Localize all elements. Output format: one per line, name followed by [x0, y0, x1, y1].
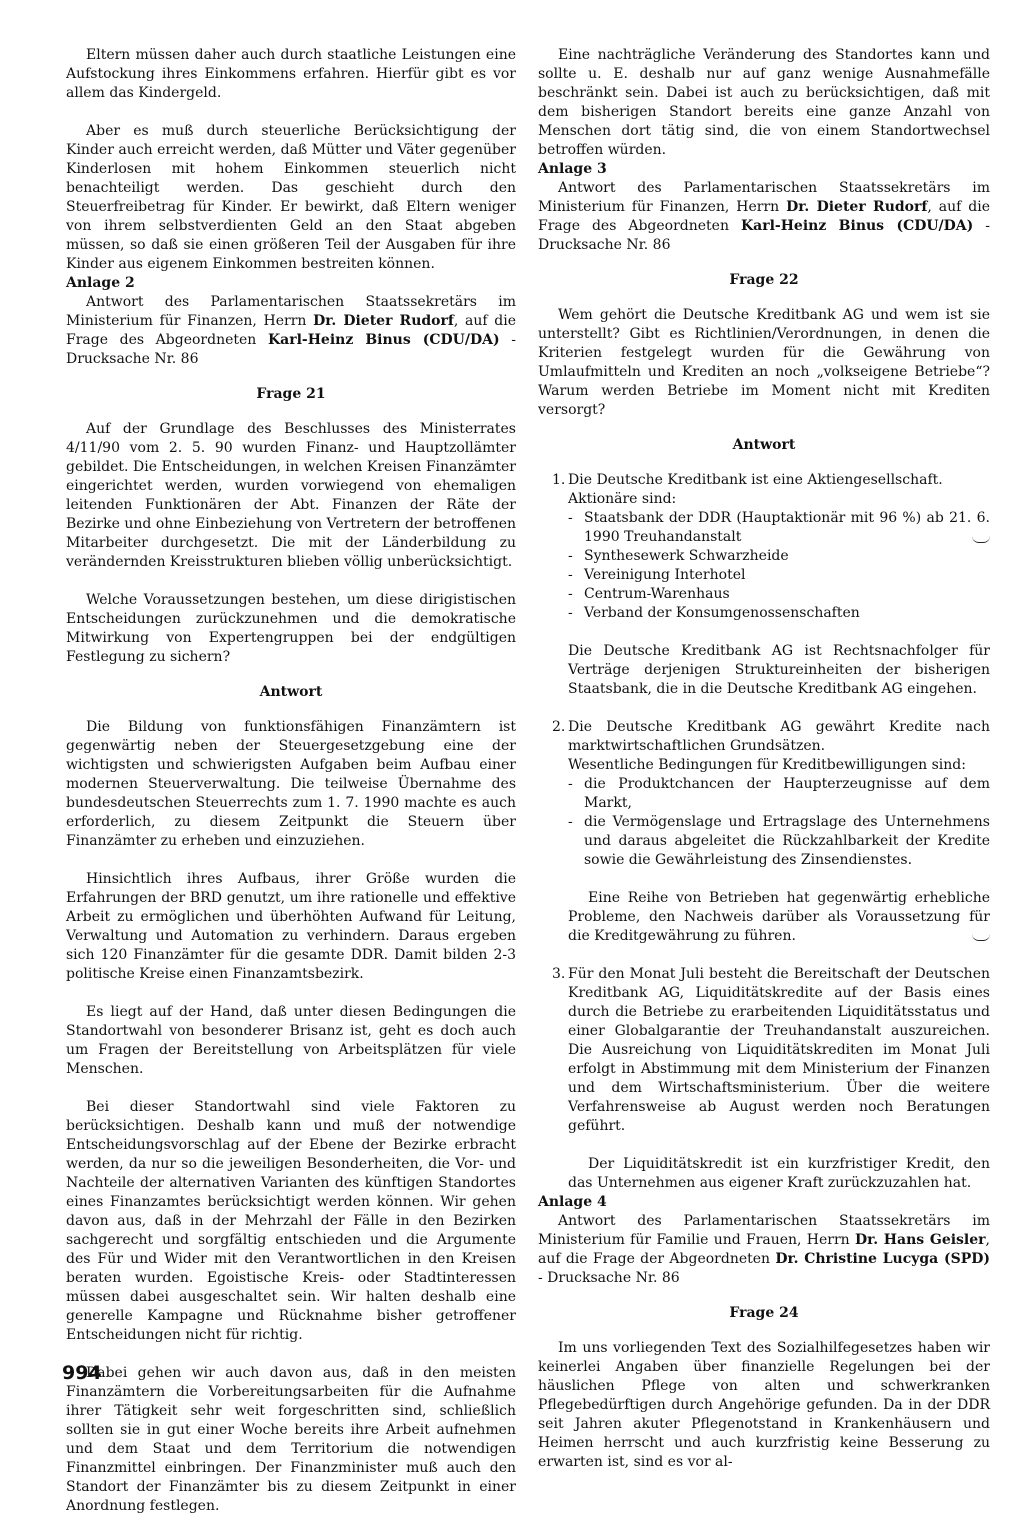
list-item: - Synthesewerk Schwarzheide: [568, 548, 789, 564]
item-text: Die Deutsche Kreditbank ist eine Aktiengesellschaft.: [568, 472, 943, 488]
paragraph: Aber es muß durch steuerliche Berücksichtigung der Kinder auch erreicht werden, daß Mütter und Väter gegenüber Kinderlosen mit hohem Einkommen steuerlich nicht benachteiligt werden. Das geschieht durch den Steuerfreibetrag für Kinder. Er bewirkt, daß Eltern weniger von ihrem selbstverdienten Geld an den Staat abgeben müssen, so daß sie einen größeren Teil der Ausgaben für ihre Kinder aus eigenem Einkommen bestreiten können.: [66, 123, 516, 272]
list-item: - die Produktchancen der Haupterzeugnisse auf dem Markt,: [568, 776, 990, 811]
paragraph: Im uns vorliegenden Text des Sozialhilfegesetzes haben wir keinerlei Angaben über finanzielle Regelungen bei der häuslichen Pflege von alten und schwerkranken Pflegebedürftigen durch Angehörige gefunden. Da in der DDR seit Jahren akuter Pflegenotstand in Krankenhäusern und Heimen herrscht und auch kurzfristig keine Besserung zu erwarten ist, sind es vor al-: [538, 1340, 990, 1470]
item-paragraph: Eine Reihe von Betrieben hat gegenwärtig erhebliche Probleme, den Nachweis darüber als Voraussetzung für die Kreditgewährung zu führen.: [568, 890, 990, 944]
paragraph: Es liegt auf der Hand, daß unter diesen Bedingungen die Standortwahl von besonderer Brisanz ist, geht es doch auch um Fragen der Bereitstellung von Arbeitsplätzen für viele Menschen.: [66, 1004, 516, 1077]
item-number: 1.: [552, 472, 566, 488]
minister-name: Dr. Dieter Rudorf: [786, 199, 928, 215]
minister-name: Dr. Hans Geisler: [854, 1232, 986, 1248]
list-item: - Verband der Konsumgenossenschaften: [568, 605, 860, 621]
question-heading-21: Frage 21: [256, 386, 326, 402]
item-paragraph: Die Deutsche Kreditbank AG ist Rechtsnachfolger für Verträge derjenigen Struktureinheiten der bisherigen Staatsbank, die in die Deutsche Kreditbank AG eingehen.: [568, 643, 990, 697]
minister-name: Dr. Dieter Rudorf: [313, 313, 454, 329]
left-column: [66, 46, 516, 1516]
section-heading-anlage-2: Anlage 2: [66, 275, 135, 291]
answer-list: [538, 471, 990, 1193]
section-heading-anlage-3: Anlage 3: [538, 161, 607, 177]
item-text: Aktionäre sind:: [568, 491, 677, 507]
list-item: - Vereinigung Interhotel: [568, 567, 746, 583]
paragraph: Dabei gehen wir auch davon aus, daß in den meisten Finanzämtern die Vorbereitungsarbeiten für die Aufnahme ihrer Tätigkeit sehr weit forgeschritten sind, schließlich sollten sie in gut einer Woche bereits ihre Arbeit aufnehmen und dem Staat und dem Territorium die notwendigen Finanzmittel einbringen. Der Finanzminister muß auch den Standort der Finanzämter bis zu diesem Zeitpunkt in einer Anordnung festlegen.: [66, 1365, 516, 1514]
question-heading-22: Frage 22: [729, 272, 799, 288]
list-item: - die Vermögenslage und Ertragslage des Unternehmens und daraus abgeleitet die Rückzahlbarkeit der Kredite sowie die Gewährleistung des Zinsendienstes.: [568, 814, 990, 868]
paragraph: Auf der Grundlage des Beschlusses des Ministerrates 4/11/90 vom 2. 5. 90 wurden Finanz- und Hauptzollämter gebildet. Die Entscheidungen, in welchen Kreisen Finanzämter eingerichtet werden, wurden vorwiegend von ehemaligen leitenden Funktionären der Abt. Finanzen der Räte der Bezirke und ohne Einbeziehung von Vertretern der betroffenen Mitarbeiter durchgesetzt. Die mit der Länderbildung zu verändernden Kreisstrukturen blieben völlig unberücksichtigt.: [66, 421, 516, 570]
list-item: - Centrum-Warenhaus: [568, 586, 730, 602]
answer-heading: Antwort: [732, 437, 796, 453]
list-item: - Staatsbank der DDR (Hauptaktionär mit 96 %) ab 21. 6. 1990 Treuhandanstalt: [568, 510, 990, 545]
condition-list: [568, 775, 990, 870]
section-heading-anlage-4: Anlage 4: [538, 1194, 607, 1210]
item-text: Die Deutsche Kreditbank AG gewährt Kredite nach marktwirtschaftlichen Grundsätzen.: [568, 719, 990, 754]
page-number: 994: [62, 1362, 102, 1384]
delegate-name: Karl-Heinz Binus (CDU/DA): [740, 218, 974, 234]
paragraph: Eltern müssen daher auch durch staatliche Leistungen eine Aufstockung ihres Einkommens erfahren. Hierfür gibt es vor allem das Kindergeld.: [66, 47, 516, 101]
paragraph: Welche Voraussetzungen bestehen, um diese dirigistischen Entscheidungen zurückzunehmen und die demokratische Mitwirkung von Expertengruppen bei der endgültigen Festlegung zu sichern?: [66, 592, 516, 665]
answer-item-3: [538, 965, 990, 1193]
answer-item-1: [538, 471, 990, 699]
question-heading-24: Frage 24: [729, 1305, 799, 1321]
paragraph: Eine nachträgliche Veränderung des Standortes kann und sollte u. E. deshalb nur auf ganz wenige Ausnahmefälle beschränkt sein. Dabei ist auch zu berücksichtigen, daß mit dem bisherigen Standort bereits eine ganze Anzahl von Menschen dort tätig sind, die von einem Standortwechsel betroffen würden.: [538, 47, 990, 158]
item-number: 2.: [552, 719, 566, 735]
item-text: Wesentliche Bedingungen für Kreditbewilligungen sind:: [568, 757, 966, 773]
right-column: [538, 46, 990, 1472]
item-number: 3.: [552, 966, 566, 982]
item-text: Für den Monat Juli besteht die Bereitschaft der Deutschen Kreditbank AG, Liquiditätskredite auf der Basis eines durch die Betriebe zu erarbeitenden Liquiditätsstatus und einer Globalgarantie der Treuhandanstalt auszureichen. Die Ausreichung von Liquiditätskrediten im Monat Juli erfolgt in Abstimmung mit dem Ministerium der Finanzen und dem Wirtschaftsministerium. Über die weitere Verfahrensweise ab August werden noch Beratungen geführt.: [568, 966, 990, 1134]
anlage-2-intro: Antwort des Parlamentarischen Staatssekretärs im Ministerium für Finanzen, Herrn Dr. Dieter Rudorf, auf die Frage des Abgeordneten Karl-Heinz Binus (CDU/DA) - Drucksache Nr. 86: [66, 294, 517, 367]
anlage-3-intro: Antwort des Parlamentarischen Staatssekretärs im Ministerium für Finanzen, Herrn Dr. Dieter Rudorf, auf die Frage des Abgeordneten Karl-Heinz Binus (CDU/DA) - Drucksache Nr. 86: [538, 180, 991, 253]
paragraph: Wem gehört die Deutsche Kreditbank AG und wem ist sie unterstellt? Gibt es Richtlinien/Verordnungen, in denen die Kriterien festgelegt wurden für die Gewährung von Umlaufmitteln und Krediten an noch „volkseigene Betriebe“? Warum werden Betriebe im Moment nicht mit Krediten versorgt?: [538, 307, 990, 418]
paragraph: Die Bildung von funktionsfähigen Finanzämtern ist gegenwärtig neben der Steuergesetzgebung eine der wichtigsten und schwierigsten Aufgaben beim Aufbau einer modernen Steuerverwaltung. Die teilweise Übernahme des bundesdeutschen Steuerrechts zum 1. 7. 1990 machte es auch erforderlich, zu diesem Zeitpunkt die Steuern über Finanzämter zu erheben und einzuziehen.: [66, 719, 516, 849]
answer-item-2: [538, 718, 990, 946]
anlage-4-intro: Antwort des Parlamentarischen Staatssekretärs im Ministerium für Familie und Frauen, Herrn Dr. Hans Geisler, auf die Frage der Abgeordneten Dr. Christine Lucyga (SPD) - Drucksache Nr. 86: [538, 1213, 990, 1286]
delegate-name: Dr. Christine Lucyga (SPD): [775, 1251, 990, 1267]
item-paragraph: Der Liquiditätskredit ist ein kurzfristiger Kredit, den das Unternehmen aus eigener Kraft zurückzuzahlen hat.: [568, 1156, 990, 1191]
delegate-name: Karl-Heinz Binus (CDU/DA): [267, 332, 500, 348]
shareholder-list: [568, 509, 990, 623]
paragraph: Bei dieser Standortwahl sind viele Faktoren zu berücksichtigen. Deshalb kann und muß der notwendige Entscheidungsvorschlag auf der Ebene der Bezirke erbracht werden, da nur so die jeweiligen Besonderheiten, die Vor- und Nachteile der alternativen Varianten des künftigen Standortes eines Finanzamtes berücksichtigt werden können. Wir gehen davon aus, daß in der Mehrzahl der Fälle in den Bezirken sachgerecht und sorgfältig entschieden und die Argumente des Für und Wider mit den Verantwortlichen in den Kreisen beraten wurden. Egoistische Kreis- oder Stadtinteressen müssen dabei ausgeschaltet sein. Wir halten deshalb eine generelle Kampagne und Rücknahme bisher getroffener Entscheidungen nicht für richtig.: [66, 1099, 516, 1343]
answer-heading: Antwort: [259, 684, 323, 700]
paragraph: Hinsichtlich ihres Aufbaus, ihrer Größe wurden die Erfahrungen der BRD genutzt, um ihre rationelle und effektive Arbeit zu ermöglichen und überhöhten Aufwand für Leitung, Verwaltung und Automation zu verhindern. Daraus ergeben sich 120 Finanzämter für die gesamte DDR. Damit bilden 2-3 politische Kreise einen Finanzamtsbezirk.: [66, 871, 516, 982]
